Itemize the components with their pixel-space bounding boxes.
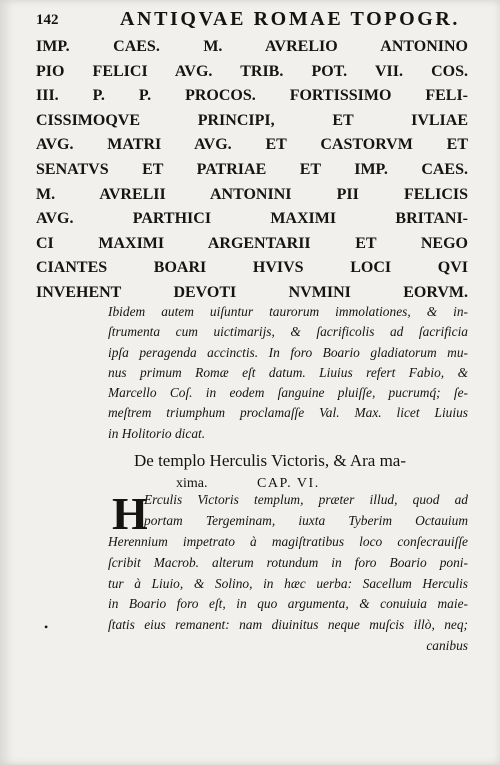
inscription-line: INVEHENT DEVOTI NVMINI EORVM.: [36, 283, 468, 301]
commentary-line: Ibidem autem uiſuntur taurorum immolationes, & in-: [108, 304, 468, 319]
commentary-line: meſtrem triumphum proclamaſſe Val. Max. licet Liuius: [108, 405, 468, 421]
inscription-line: M. AVRELII ANTONINI PII FELICIS: [36, 185, 468, 203]
inscription-line: PIO FELICI AVG. TRIB. POT. VII. COS.: [36, 62, 468, 80]
catchword: canibus: [426, 638, 468, 654]
page-number: 142: [36, 12, 59, 28]
margin-mark: •: [44, 620, 49, 634]
commentary-line: ſtrumenta cum uictimarijs, & ſacrificolis ad ſacrificia: [108, 324, 468, 340]
inscription-line: CIANTES BOARI HVIVS LOCI QVI: [36, 259, 468, 277]
commentary-line: Marcello Coſ. in eodem ſanguine pluiſſe, pucrumq́; ſe-: [108, 385, 468, 401]
chapter-line: Erculis Victoris templum, præter illud, quod ad: [144, 492, 468, 507]
commentary-paragraph: [108, 302, 468, 444]
inscription-line: III. P. P. PROCOS. FORTISSIMO FELI-: [36, 87, 468, 105]
inscription-line: AVG. MATRI AVG. ET CASTORVM ET: [36, 136, 468, 154]
commentary-line: in Holitorio dicat.: [108, 425, 206, 441]
section-heading: De templo Herculis Victoris, & Ara ma-: [134, 451, 407, 470]
chapter-line: ſtatis eius remanent: nam diuinitus neque muſcis illò, neq;: [108, 617, 468, 633]
inscription-line: IMP. CAES. M. AVRELIO ANTONINO: [36, 38, 468, 55]
drop-cap-initial: H: [112, 488, 148, 539]
chapter-paragraph: [108, 490, 468, 657]
chapter-line: ſcribit Macrob. alterum rotundum in foro Boario poni-: [108, 554, 468, 570]
commentary-line: nus primum Romæ eſt datum. Liuius refert Fabio, &: [108, 364, 468, 380]
inscription-line: SENATVS ET PATRIAE ET IMP. CAES.: [36, 160, 468, 178]
inscription-block: [36, 35, 468, 306]
chapter-line: Herennium impetrato à magiſtratibus loco conſecrauiſſe: [108, 533, 468, 549]
chapter-line: tur à Liuio, & Solino, in hæc uerba: Sacellum Herculis: [108, 575, 468, 591]
inscription-line: CI MAXIMI ARGENTARII ET NEGO: [36, 234, 468, 252]
inscription-line: CISSIMOQVE PRINCIPI, ET IVLIAE: [36, 111, 468, 129]
page-header: [36, 8, 466, 32]
running-head: ANTIQVAE ROMAE TOPOGR.: [120, 8, 461, 30]
chapter-label: CAP. VI.: [257, 476, 320, 491]
commentary-line: ipſa peragenda accinctis. In foro Boario gladiatorum mu-: [108, 344, 468, 360]
chapter-line: portam Tergeminam, iuxta Tyberim Octauium: [144, 512, 468, 528]
chapter-line: in Boario foro eſt, in quo argumenta, & conuiuia maie-: [108, 596, 468, 612]
inscription-line: AVG. PARTHICI MAXIMI BRITANI-: [36, 210, 468, 228]
heading-cont-text: xima.: [176, 476, 208, 491]
